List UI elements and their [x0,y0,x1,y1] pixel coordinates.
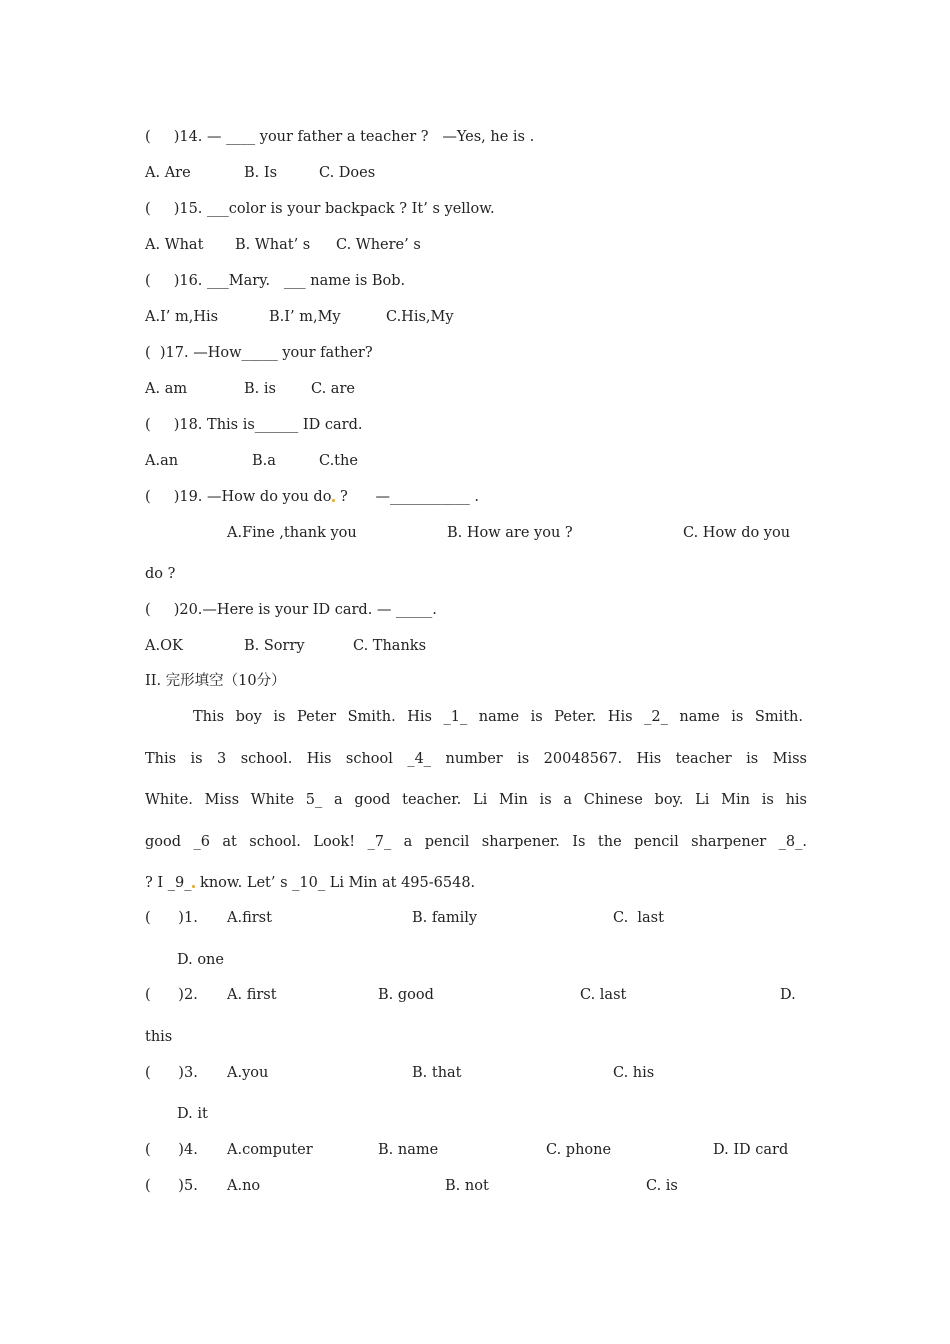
q15-option-a: A. What [145,237,204,253]
q18-option-c: C.the [319,453,358,469]
cloze-4-option-b: B. name [378,1142,439,1158]
cloze-4-prefix: ( )4. [145,1142,198,1158]
q19-stem-part-b: ? —___________ . [335,489,479,505]
q14-option-a: A. Are [145,165,191,181]
cloze-1-option-b: B. family [412,910,478,926]
q15-option-b: B. What’ s [235,237,311,253]
cloze-1-option-d: D. one [177,952,224,968]
cloze-1-option-c: C. last [613,910,664,926]
cloze-3-option-c: C. his [613,1065,655,1081]
cloze-2-prefix: ( )2. [145,987,198,1003]
q15-option-c: C. Where’ s [336,237,421,253]
section-heading: II. 完形填空（10分） [145,673,286,689]
question-15-stem: ( )15. ___color is your backpack ? It’ s yellow. [145,201,495,217]
question-17-stem: ( )17. —How_____ your father? [145,345,373,361]
cloze-5-option-c: C. is [646,1178,678,1194]
q20-option-c: C. Thanks [353,638,427,654]
q17-option-c: C. are [311,381,355,397]
q19-stem-part-a: ( )19. —How do you do [145,489,332,505]
question-19-stem [145,487,479,507]
passage-line-5 [145,873,475,893]
cloze-2-option-d-wrap: this [145,1029,173,1045]
cloze-5-option-a: A.no [227,1178,261,1194]
cloze-4-option-d: D. ID card [713,1142,789,1158]
question-18-stem: ( )18. This is______ ID card. [145,417,363,433]
passage-line-3: White. Miss White 5_ a good teacher. Li Min is a Chinese boy. Li Min is his [145,792,807,808]
cloze-4-option-a: A.computer [227,1142,313,1158]
cloze-3-option-d: D. it [177,1106,208,1122]
q20-option-a: A.OK [145,638,183,654]
cloze-3-prefix: ( )3. [145,1065,198,1081]
q19-option-c-wrap: do ? [145,566,176,582]
q14-option-c: C. Does [319,165,376,181]
q17-option-b: B. is [244,381,276,397]
q19-option-a: A.Fine ,thank you [227,525,357,541]
q19-option-b: B. How are you ? [447,525,573,541]
passage-line-4: good _6 at school. Look! _7_ a pencil sharpener. Is the pencil sharpener _8_. [145,834,807,850]
question-14-stem: ( )14. — ____ your father a teacher ? —Yes, he is . [145,129,535,145]
q19-option-c: C. How do you [683,525,791,541]
q18-option-a: A.an [145,453,179,469]
question-20-stem: ( )20.—Here is your ID card. — _____. [145,602,437,618]
cloze-2-option-a: A. first [227,987,277,1003]
cloze-1-prefix: ( )1. [145,910,198,926]
cloze-3-option-a: A.you [227,1065,269,1081]
cloze-2-option-b: B. good [378,987,434,1003]
q16-option-a: A.I’ m,His [145,309,219,325]
q16-option-c: C.His,My [386,309,454,325]
passage-line-1: This boy is Peter Smith. His _1_ name is Peter. His _2_ name is Smith. [193,709,803,725]
passage-line-5-part-b: know. Let’ s _10_ Li Min at 495-6548. [195,875,476,891]
passage-line-5-part-a: ? I _9_ [145,875,192,891]
q14-option-b: B. Is [244,165,278,181]
cloze-2-option-c: C. last [580,987,627,1003]
passage-line-2: This is 3 school. His school _4_ number is 20048567. His teacher is Miss [145,751,807,767]
cloze-2-option-d: D. [780,987,796,1003]
cloze-3-option-b: B. that [412,1065,462,1081]
q18-option-b: B.a [252,453,276,469]
cloze-5-prefix: ( )5. [145,1178,198,1194]
q17-option-a: A. am [145,381,188,397]
q16-option-b: B.I’ m,My [269,309,341,325]
cloze-1-option-a: A.first [227,910,272,926]
cloze-5-option-b: B. not [445,1178,489,1194]
q20-option-b: B. Sorry [244,638,305,654]
question-16-stem: ( )16. ___Mary. ___ name is Bob. [145,273,406,289]
cloze-4-option-c: C. phone [546,1142,612,1158]
